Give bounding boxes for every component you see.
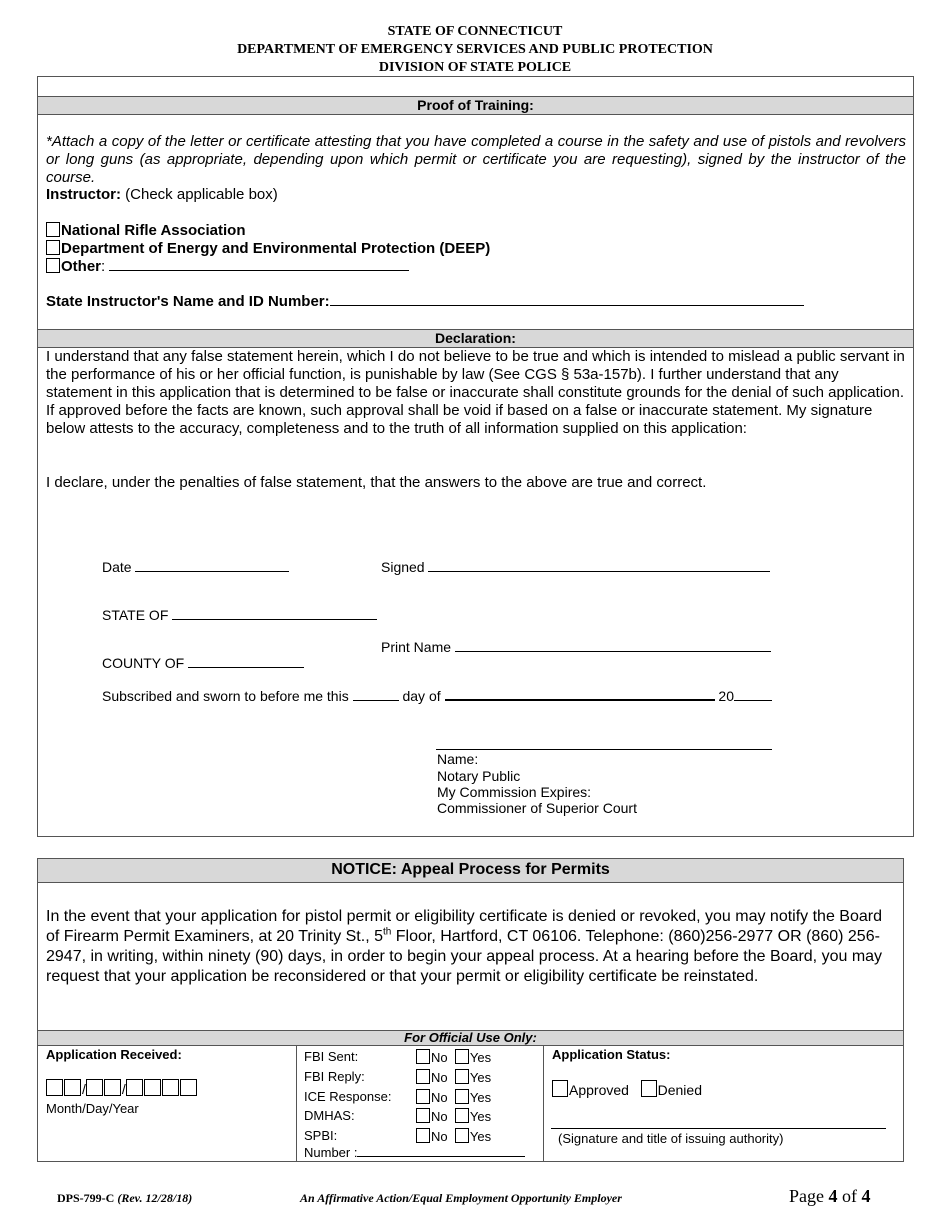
- day-box-2[interactable]: [104, 1079, 121, 1096]
- date-hint: Month/Day/Year: [46, 1101, 139, 1116]
- signed-row: [381, 559, 770, 576]
- fbi-reply-no-checkbox[interactable]: [416, 1069, 430, 1084]
- header-line-2: DEPARTMENT OF EMERGENCY SERVICES AND PUBLIC PROTECTION: [237, 42, 713, 57]
- spbi-yes-checkbox[interactable]: [455, 1128, 469, 1143]
- fbi-sent-yes-checkbox[interactable]: [455, 1049, 469, 1064]
- state-of-label: STATE OF: [102, 607, 169, 623]
- dmhas-no-checkbox[interactable]: [416, 1108, 430, 1123]
- check-options-spbi[interactable]: [416, 1128, 491, 1145]
- ice-yes-checkbox[interactable]: [455, 1089, 469, 1104]
- declaration-paragraph: I understand that any false statement herein, which I do not believe to be true and which is intended to mislead a public servant in the performance of his or her official function, is punishable by law (See CGS § 53a-157b). I further understand that any statement in this application that is determined to be false or inaccurate shall constitute grounds for the denial of such application. If approved before the facts are known, such approval shall be void if based on a false or inaccurate statement. My signature below attests to the accuracy, completeness and to the truth of all information supplied on this application:: [46, 348, 905, 437]
- state-instructor-row: [46, 293, 804, 311]
- fbi-sent-yes-label: Yes: [469, 1050, 492, 1065]
- notice-text: [46, 907, 898, 987]
- year-label: 20: [718, 688, 734, 704]
- ice-no-label: No: [431, 1090, 448, 1105]
- county-of-row: [102, 655, 304, 672]
- option-deep[interactable]: [46, 240, 490, 258]
- app-received-label: Application Received:: [46, 1047, 182, 1062]
- sworn-day-line[interactable]: [353, 700, 399, 701]
- fbi-sent-no-label: No: [431, 1050, 448, 1065]
- check-row-fbi-reply: [304, 1069, 365, 1085]
- date-line[interactable]: [135, 571, 289, 572]
- other-checkbox[interactable]: [46, 258, 60, 273]
- official-divider-2: [543, 1046, 544, 1161]
- page-word: Page: [789, 1186, 824, 1206]
- number-row: [304, 1145, 525, 1161]
- state-instructor-line[interactable]: [330, 305, 804, 306]
- instructor-row: [46, 186, 278, 204]
- check-label-ice: ICE Response:: [304, 1089, 392, 1104]
- check-row-ice: [304, 1089, 391, 1105]
- state-of-row: [102, 607, 377, 624]
- notice-official-box: [37, 858, 904, 1162]
- signed-line[interactable]: [428, 571, 770, 572]
- of-word: of: [842, 1186, 857, 1206]
- date-label: Date: [102, 559, 132, 575]
- fbi-sent-no-checkbox[interactable]: [416, 1049, 430, 1064]
- sworn-month-line[interactable]: [445, 699, 715, 701]
- year-box-1[interactable]: [126, 1079, 143, 1096]
- month-box-1[interactable]: [46, 1079, 63, 1096]
- spbi-yes-label: Yes: [469, 1129, 492, 1144]
- number-label: Number :: [304, 1145, 358, 1160]
- notary-name: Name:: [437, 751, 479, 767]
- other-label: Other: [61, 258, 102, 275]
- check-row-dmhas: [304, 1108, 355, 1124]
- nra-label: National Rifle Association: [61, 222, 246, 239]
- notary-public: Notary Public: [437, 768, 521, 784]
- notary-commission: My Commission Expires:: [437, 784, 592, 800]
- sworn-label: Subscribed and sworn to before me this: [102, 688, 349, 704]
- county-of-line[interactable]: [188, 667, 304, 668]
- check-options-ice[interactable]: [416, 1089, 491, 1106]
- spbi-no-checkbox[interactable]: [416, 1128, 430, 1143]
- approved-label: Approved: [569, 1082, 629, 1098]
- page-total: 4: [861, 1186, 871, 1206]
- number-line[interactable]: [357, 1156, 525, 1157]
- header-line-1: STATE OF CONNECTICUT: [387, 24, 563, 39]
- sworn-row: [102, 688, 822, 705]
- header-line-3: DIVISION OF STATE POLICE: [378, 60, 572, 75]
- check-label-fbi-reply: FBI Reply:: [304, 1069, 365, 1084]
- option-other[interactable]: Other:: [46, 258, 409, 276]
- dmhas-yes-label: Yes: [469, 1109, 492, 1124]
- signed-label: Signed: [381, 559, 425, 575]
- check-row-spbi: [304, 1128, 337, 1144]
- notice-text-after: Floor, Hartford, CT 06106. Telephone: (860)256-2977 OR (860) 256-2947, in writing, within ninety (90) days, in order to begin your appeal process. At a hearing before the Board, you may request that your application be reconsidered or that your permit or eligibility certificate be reinstated.: [46, 928, 883, 985]
- year-box-4[interactable]: [180, 1079, 197, 1096]
- day-of-label: day of: [402, 688, 441, 704]
- status-options[interactable]: [552, 1080, 702, 1099]
- year-box-3[interactable]: [162, 1079, 179, 1096]
- deep-label: Department of Energy and Environmental Protection (DEEP): [61, 240, 491, 257]
- print-name-row: [381, 639, 771, 656]
- notice-text-before: In the event that your application for pistol permit or eligibility certificate is denied or revoked, you may notify the Board of Firearm Permit Examiners, at 20 Trinity St., 5: [46, 908, 882, 945]
- check-options-fbi-reply[interactable]: [416, 1069, 491, 1086]
- check-options-fbi-sent[interactable]: [416, 1049, 491, 1066]
- check-label-spbi: SPBI:: [304, 1128, 338, 1143]
- notary-commissioner: Commissioner of Superior Court: [437, 800, 637, 816]
- approved-checkbox[interactable]: [552, 1080, 568, 1097]
- footer-form-id: [57, 1191, 192, 1206]
- declare-statement: I declare, under the penalties of false statement, that the answers to the above are true and correct.: [46, 474, 707, 491]
- notice-heading: NOTICE: Appeal Process for Permits: [38, 859, 903, 883]
- fbi-reply-no-label: No: [431, 1070, 448, 1085]
- footer-page-number: [789, 1186, 871, 1207]
- state-instructor-label: State Instructor's Name and ID Number:: [46, 293, 330, 310]
- fbi-reply-yes-label: Yes: [469, 1070, 492, 1085]
- state-of-line[interactable]: [172, 619, 377, 620]
- official-grid: [38, 1046, 903, 1161]
- other-line[interactable]: [109, 270, 409, 271]
- form-id: DPS-799-C: [57, 1191, 115, 1205]
- denied-label: Denied: [657, 1082, 702, 1098]
- notary-signature-line[interactable]: [436, 749, 772, 750]
- declaration-heading: Declaration:: [38, 329, 913, 348]
- year-box-2[interactable]: [144, 1079, 161, 1096]
- app-received-date-boxes[interactable]: / /: [46, 1079, 198, 1097]
- instructor-hint: (Check applicable box): [125, 186, 278, 203]
- issuing-signature-line[interactable]: [551, 1128, 886, 1129]
- ice-yes-label: Yes: [469, 1090, 492, 1105]
- ice-no-checkbox[interactable]: [416, 1089, 430, 1104]
- denied-checkbox[interactable]: [641, 1080, 657, 1097]
- attach-instructions: *Attach a copy of the letter or certificate attesting that you have completed a course in the safety and use of pistols and revolvers or long guns (as appropriate, depending upon which permit or certificate you are requesting), signed by the instructor of the course.: [46, 133, 906, 186]
- deep-checkbox[interactable]: [46, 240, 60, 255]
- print-name-line[interactable]: [455, 651, 771, 652]
- instructor-label: Instructor:: [46, 186, 121, 203]
- form-revision: (Rev. 12/28/18): [117, 1191, 193, 1205]
- official-heading: For Official Use Only:: [38, 1030, 903, 1046]
- notice-superscript: th: [382, 926, 392, 938]
- day-box-1[interactable]: [86, 1079, 103, 1096]
- sworn-year-line[interactable]: [734, 700, 772, 701]
- check-label-dmhas: DMHAS:: [304, 1108, 355, 1123]
- nra-checkbox[interactable]: [46, 222, 60, 237]
- training-heading: Proof of Training:: [38, 96, 913, 115]
- fbi-reply-yes-checkbox[interactable]: [455, 1069, 469, 1084]
- date-row: [102, 559, 289, 576]
- check-row-fbi-sent: [304, 1049, 358, 1065]
- month-box-2[interactable]: [64, 1079, 81, 1096]
- spbi-no-label: No: [431, 1129, 448, 1144]
- option-nra[interactable]: [46, 222, 245, 240]
- footer-employer: An Affirmative Action/Equal Employment Opportunity Employer: [300, 1191, 622, 1205]
- status-label: Application Status:: [552, 1047, 671, 1062]
- signature-title: (Signature and title of issuing authority): [558, 1131, 784, 1146]
- official-divider-1: [296, 1046, 297, 1161]
- county-of-label: COUNTY OF: [102, 655, 185, 671]
- check-label-fbi-sent: FBI Sent:: [304, 1049, 359, 1064]
- training-declaration-box: [37, 76, 914, 837]
- dmhas-no-label: No: [431, 1109, 448, 1124]
- page-num: 4: [828, 1186, 838, 1206]
- print-name-label: Print Name: [381, 639, 452, 655]
- dmhas-yes-checkbox[interactable]: [455, 1108, 469, 1123]
- check-options-dmhas[interactable]: [416, 1108, 491, 1125]
